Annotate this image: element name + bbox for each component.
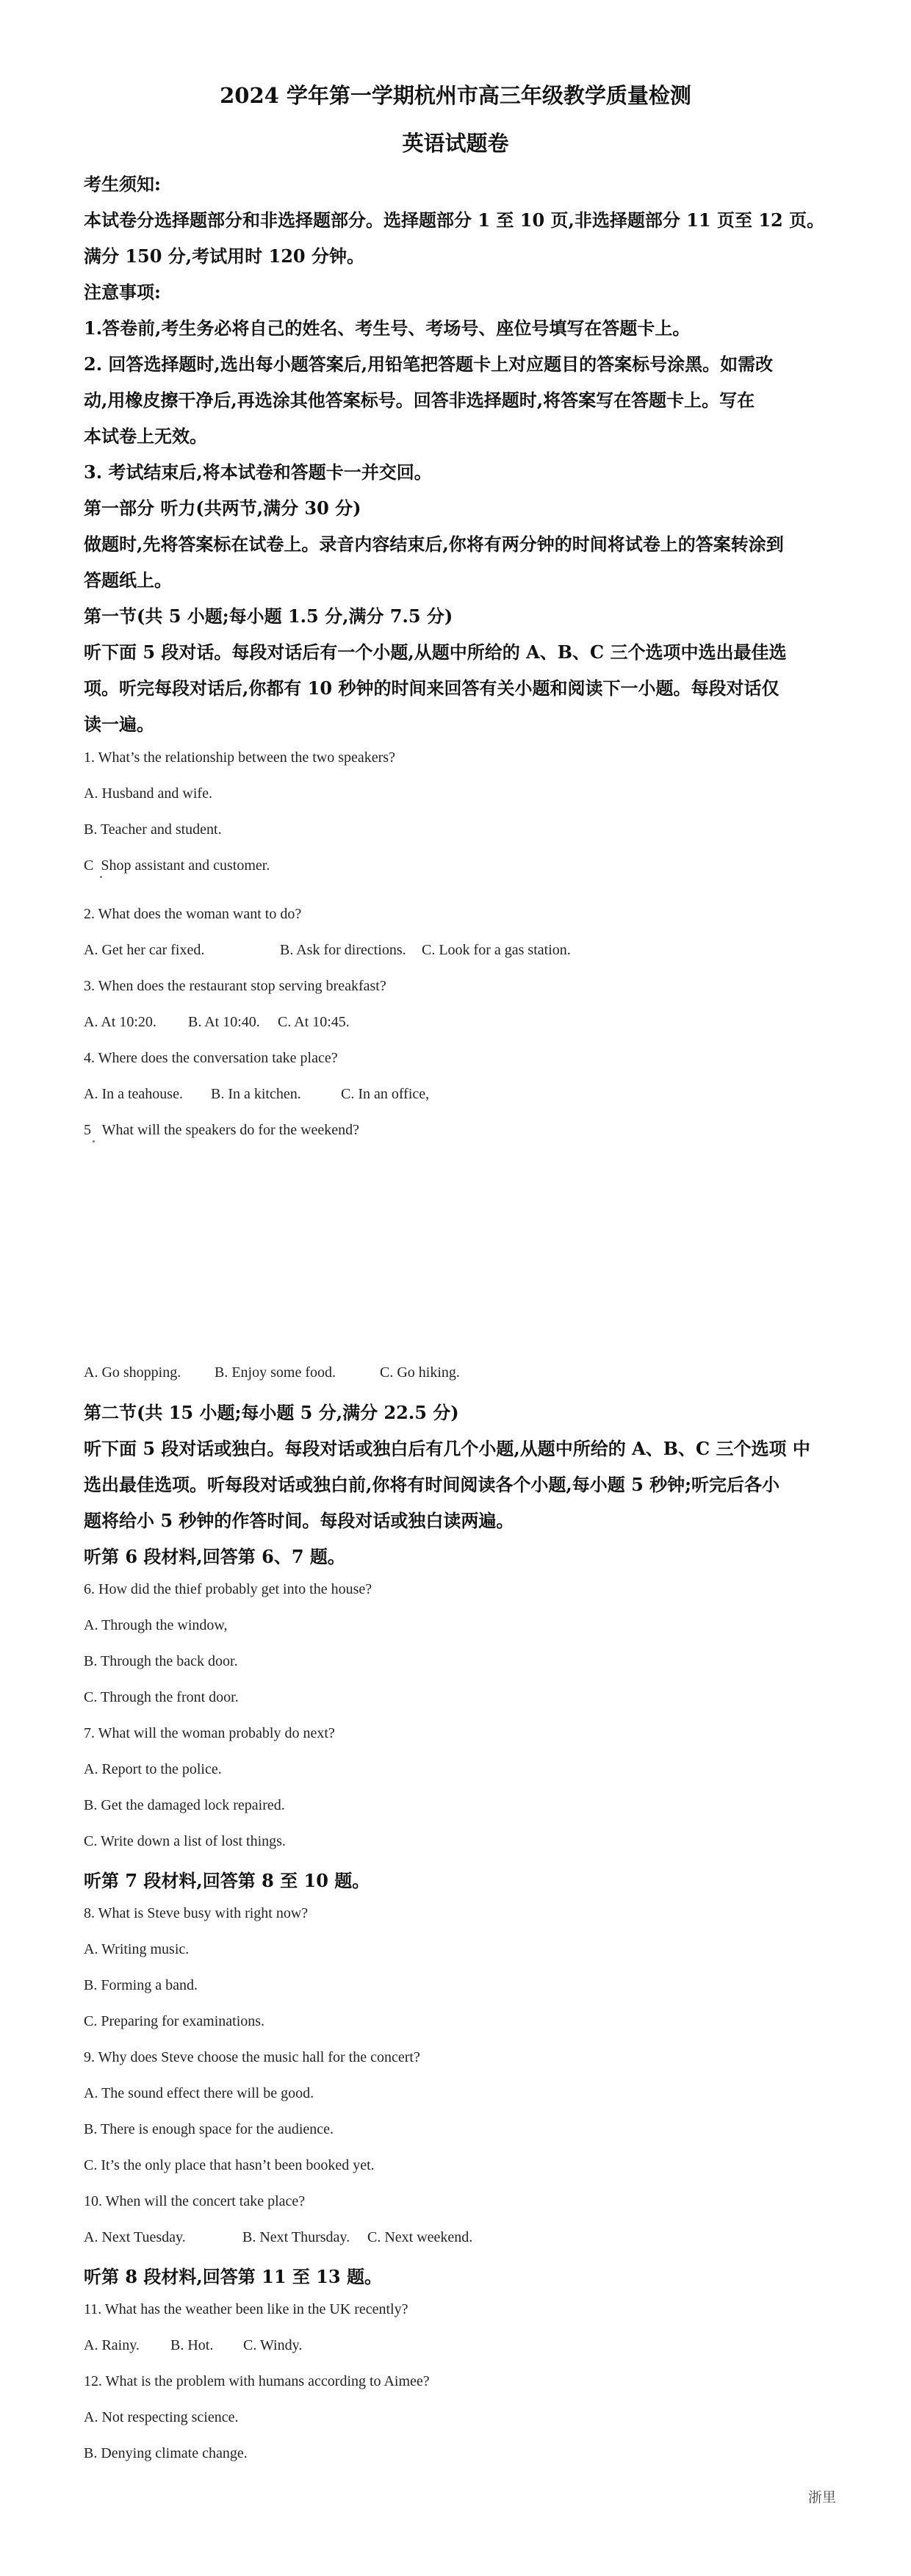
question-text: 9. Why does Steve choose the music hall for the concert? — [84, 2049, 420, 2065]
answer-option: A. Next Tuesday. — [84, 2229, 186, 2245]
answer-option: C Shop assistant and customer. — [84, 857, 270, 874]
answer-option: C. Preparing for examinations. — [84, 2013, 265, 2029]
answer-option: A. The sound effect there will be good. — [84, 2085, 314, 2101]
answer-option: B. Hot. — [170, 2337, 214, 2353]
answer-option: A. Through the window, — [84, 1617, 228, 1633]
answer-option: B. Denying climate change. — [84, 2445, 248, 2461]
question-text: 11. What has the weather been like in the UK recently? — [84, 2301, 408, 2317]
answer-option: A. Report to the police. — [84, 1761, 222, 1777]
part-instruction: 答题纸上。 — [84, 569, 172, 591]
answer-option: B. At 10:40. — [188, 1014, 260, 1030]
exam-title: 2024 学年第一学期杭州市高三年级教学质量检测 — [220, 83, 691, 108]
answer-option: C. Write down a list of lost things. — [84, 1833, 286, 1849]
stray-dot — [93, 1140, 95, 1143]
section-heading: 第一节(共 5 小题;每小题 1.5 分,满分 7.5 分) — [84, 605, 453, 627]
answer-option: C. Windy. — [243, 2337, 303, 2353]
section-instruction: 项。听完每段对话后,你都有 10 秒钟的时间来回答有关小题和阅读下一小题。每段对话仅 — [84, 677, 779, 699]
answer-option: C. Next weekend. — [367, 2229, 473, 2245]
footer-mark: 浙里 — [807, 2489, 836, 2505]
answer-option: B. Ask for directions. — [280, 942, 406, 958]
cautions-heading: 注意事项: — [84, 281, 161, 303]
caution-item: 2. 回答选择题时,选出每小题答案后,用铅笔把答题卡上对应题目的答案标号涂黑。如需改 — [84, 353, 774, 375]
answer-option: A. Rainy. — [84, 2337, 140, 2353]
answer-option: B. Get the damaged lock repaired. — [84, 1797, 285, 1813]
caution-item: 本试卷上无效。 — [84, 425, 207, 447]
caution-item: 动,用橡皮擦干净后,再选涂其他答案标号。回答非选择题时,将答案写在答题卡上。写在 — [84, 389, 755, 411]
material-heading: 听第 6 段材料,回答第 6、7 题。 — [84, 1546, 345, 1567]
answer-option: C. It’s the only place that hasn’t been booked yet. — [84, 2157, 375, 2173]
answer-option: B. In a kitchen. — [211, 1086, 301, 1102]
answer-option: B. There is enough space for the audience. — [84, 2121, 334, 2137]
question-text: 2. What does the woman want to do? — [84, 906, 302, 922]
notice-line: 满分 150 分,考试用时 120 分钟。 — [84, 245, 364, 267]
section-instruction: 选出最佳选项。听每段对话或独白前,你将有时间阅读各个小题,每小题 5 秒钟;听完后各小 — [84, 1474, 779, 1495]
question-text: 6. How did the thief probably get into the house? — [84, 1581, 372, 1597]
question-text: 3. When does the restaurant stop serving breakfast? — [84, 978, 386, 994]
answer-option: C. Go hiking. — [380, 1364, 460, 1381]
material-heading: 听第 7 段材料,回答第 8 至 10 题。 — [84, 1870, 370, 1891]
answer-option: A. Writing music. — [84, 1941, 190, 1957]
notice-line: 本试卷分选择题部分和非选择题部分。选择题部分 1 至 10 页,非选择题部分 11 页至 12 页。 — [84, 209, 825, 231]
notice-heading: 考生须知: — [84, 173, 161, 195]
question-text: 10. When will the concert take place? — [84, 2193, 306, 2209]
answer-option: A. Go shopping. — [84, 1364, 181, 1381]
answer-option: C. Through the front door. — [84, 1689, 239, 1705]
material-heading: 听第 8 段材料,回答第 11 至 13 题。 — [84, 2266, 382, 2287]
section-instruction: 读一遍。 — [84, 713, 154, 735]
answer-option: C. In an office, — [341, 1086, 430, 1102]
caution-item: 1.答卷前,考生务必将自己的姓名、考生号、考场号、座位号填写在答题卡上。 — [84, 317, 691, 339]
question-text: 8. What is Steve busy with right now? — [84, 1905, 309, 1921]
section-instruction: 题将给小 5 秒钟的作答时间。每段对话或独白读两遍。 — [84, 1510, 514, 1531]
answer-option: B. Teacher and student. — [84, 821, 222, 838]
stray-dot — [100, 876, 102, 878]
answer-option: A. Husband and wife. — [84, 785, 212, 802]
answer-option: A. In a teahouse. — [84, 1086, 183, 1102]
answer-option: C. Look for a gas station. — [422, 942, 571, 958]
question-text: 5 What will the speakers do for the weekend? — [84, 1122, 360, 1138]
question-text: 12. What is the problem with humans according to Aimee? — [84, 2373, 430, 2389]
section-heading: 第二节(共 15 小题;每小题 5 分,满分 22.5 分) — [84, 1402, 459, 1423]
answer-option: B. Next Thursday. — [242, 2229, 350, 2245]
question-text: 1. What’s the relationship between the two speakers? — [84, 749, 395, 766]
answer-option: C. At 10:45. — [278, 1014, 350, 1030]
question-text: 7. What will the woman probably do next? — [84, 1725, 335, 1741]
answer-option: B. Forming a band. — [84, 1977, 198, 1993]
answer-option: A. Not respecting science. — [84, 2409, 239, 2425]
answer-option: B. Through the back door. — [84, 1653, 238, 1669]
answer-option: B. Enjoy some food. — [215, 1364, 336, 1381]
part-instruction: 做题时,先将答案标在试卷上。录音内容结束后,你将有两分钟的时间将试卷上的答案转涂到 — [84, 533, 784, 555]
answer-option: A. At 10:20. — [84, 1014, 156, 1030]
part-heading: 第一部分 听力(共两节,满分 30 分) — [84, 497, 361, 519]
section-instruction: 听下面 5 段对话或独白。每段对话或独白后有几个小题,从题中所给的 A、B、C 三个选项 中 — [84, 1438, 810, 1459]
question-text: 4. Where does the conversation take place? — [84, 1050, 338, 1066]
exam-subtitle: 英语试题卷 — [402, 131, 509, 156]
section-instruction: 听下面 5 段对话。每段对话后有一个小题,从题中所给的 A、B、C 三个选项中选出最佳选 — [84, 641, 787, 663]
caution-item: 3. 考试结束后,将本试卷和答题卡一并交回。 — [84, 461, 432, 483]
answer-option: A. Get her car fixed. — [84, 942, 205, 958]
